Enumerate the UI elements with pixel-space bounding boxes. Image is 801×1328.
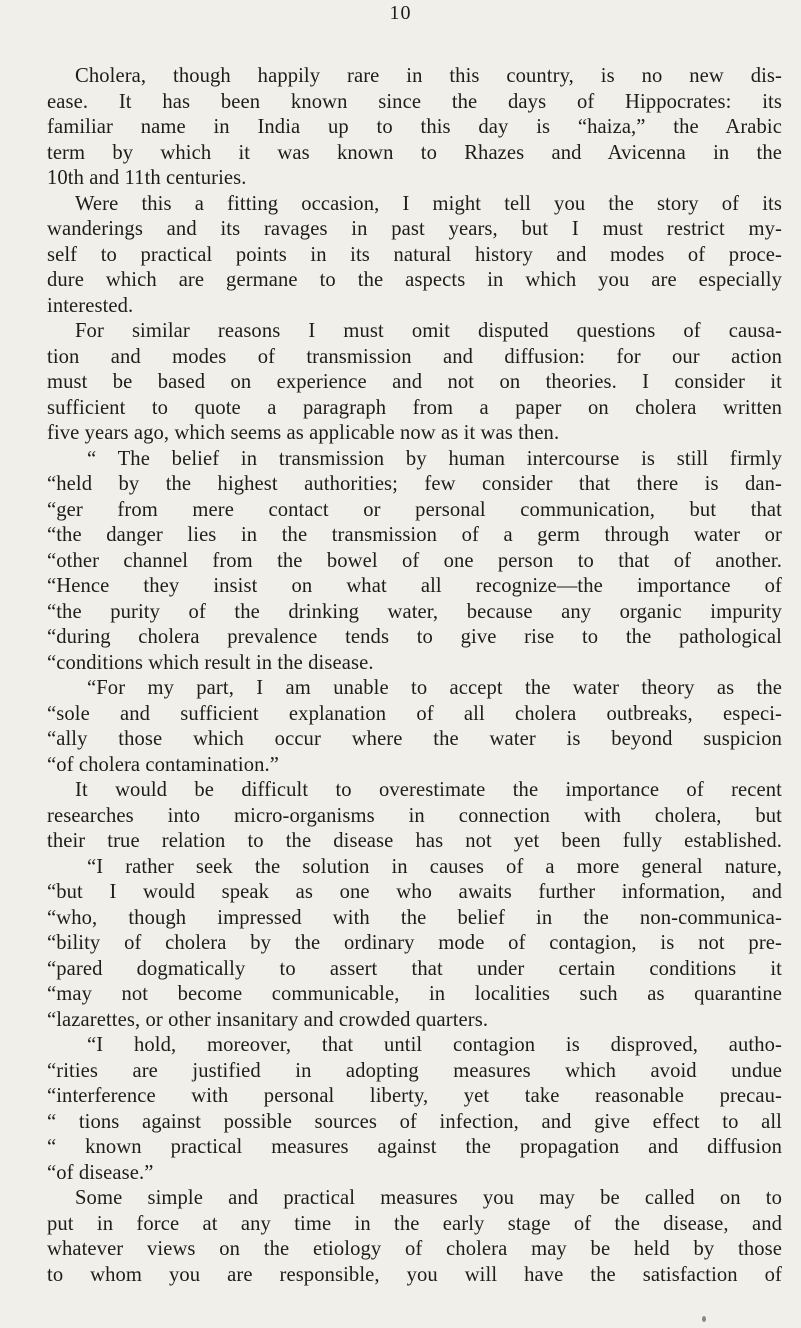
text-line: “may not become communicable, in localities such as quarantine [47,983,782,1005]
page-number: 10 [389,2,412,24]
text-line: whatever views on the etiology of cholera may be held by those [47,1238,782,1260]
text-line: “I hold, moreover, that until contagion is disproved, autho- [87,1034,782,1056]
text-line: “of cholera contamination.” [47,753,279,776]
text-line: self to practical points in its natural history and modes of proce- [47,243,782,266]
text-line: must be based on experience and not on theories. I consider it [47,371,782,393]
text-line: “Hence they insist on what all recognize—the importance of [47,575,782,597]
text-line: to whom you are responsible, you will have the satisfaction of [47,1263,782,1286]
text-line: “interference with personal liberty, yet take reasonable precau- [47,1085,782,1107]
text-line: “but I would speak as one who awaits further information, and [47,881,782,903]
text-line: “pared dogmatically to assert that under certain conditions it [47,957,782,980]
text-line: For similar reasons I must omit disputed questions of causa- [75,320,782,342]
text-line: “ The belief in transmission by human intercourse is still firmly [87,447,782,470]
text-line: It would be difficult to overestimate the importance of recent [75,779,782,801]
text-line: ease. It has been known since the days of Hippocrates: its [47,90,782,113]
text-line: “ally those which occur where the water is beyond suspicion [47,728,782,750]
text-line: tion and modes of transmission and diffusion: for our action [47,345,782,368]
text-line: “ tions against possible sources of infection, and give effect to all [47,1110,782,1133]
text-line: Were this a fitting occasion, I might tell you the story of its [75,192,782,215]
text-line: interested. [47,294,134,317]
text-line: five years ago, which seems as applicable now as it was then. [47,422,560,444]
text-line: “other channel from the bowel of one person to that of another. [47,549,782,572]
text-line: researches into micro-organisms in connection with cholera, but [47,804,782,827]
text-line: “bility of cholera by the ordinary mode of contagion, is not pre- [47,932,782,954]
text-line: “I rather seek the solution in causes of a more general nature, [87,855,782,878]
text-line: 10th and 11th centuries. [47,167,247,189]
text-line: “the danger lies in the transmission of a germ through water or [47,524,782,546]
print-speck [702,1316,706,1322]
text-line: familiar name in India up to this day is “haiza,” the Arabic [47,116,782,138]
text-line: “sole and sufficient explanation of all cholera outbreaks, especi- [47,702,782,725]
text-line: “ger from mere contact or personal communication, but that [47,498,782,521]
text-line: “who, though impressed with the belief in the non-communica- [47,906,782,929]
text-line: “of disease.” [47,1161,154,1184]
text-line: “during cholera prevalence tends to give rise to the pathological [47,626,782,648]
text-line: “For my part, I am unable to accept the water theory as the [87,677,782,699]
text-line: dure which are germane to the aspects in which you are especially [47,269,782,291]
text-line: Some simple and practical measures you may be called on to [75,1187,782,1209]
text-line: their true relation to the disease has not yet been fully established. [47,830,782,852]
text-line: term by which it was known to Rhazes and Avicenna in the [47,141,782,164]
text-line: “held by the highest authorities; few consider that there is dan- [47,473,782,495]
text-line: wanderings and its ravages in past years, but I must restrict my- [47,218,782,240]
text-line: “ known practical measures against the propagation and diffusion [47,1136,782,1158]
text-line: sufficient to quote a paragraph from a paper on cholera written [47,396,782,419]
text-line: “lazarettes, or other insanitary and crowded quarters. [47,1008,489,1031]
text-line: “rities are justified in adopting measures which avoid undue [47,1059,782,1082]
text-line: “the purity of the drinking water, because any organic impurity [47,600,782,623]
body-text [47,64,782,1288]
text-line: Cholera, though happily rare in this country, is no new dis- [75,65,782,87]
text-line: put in force at any time in the early stage of the disease, and [47,1212,782,1235]
text-line: “conditions which result in the disease. [47,651,374,674]
